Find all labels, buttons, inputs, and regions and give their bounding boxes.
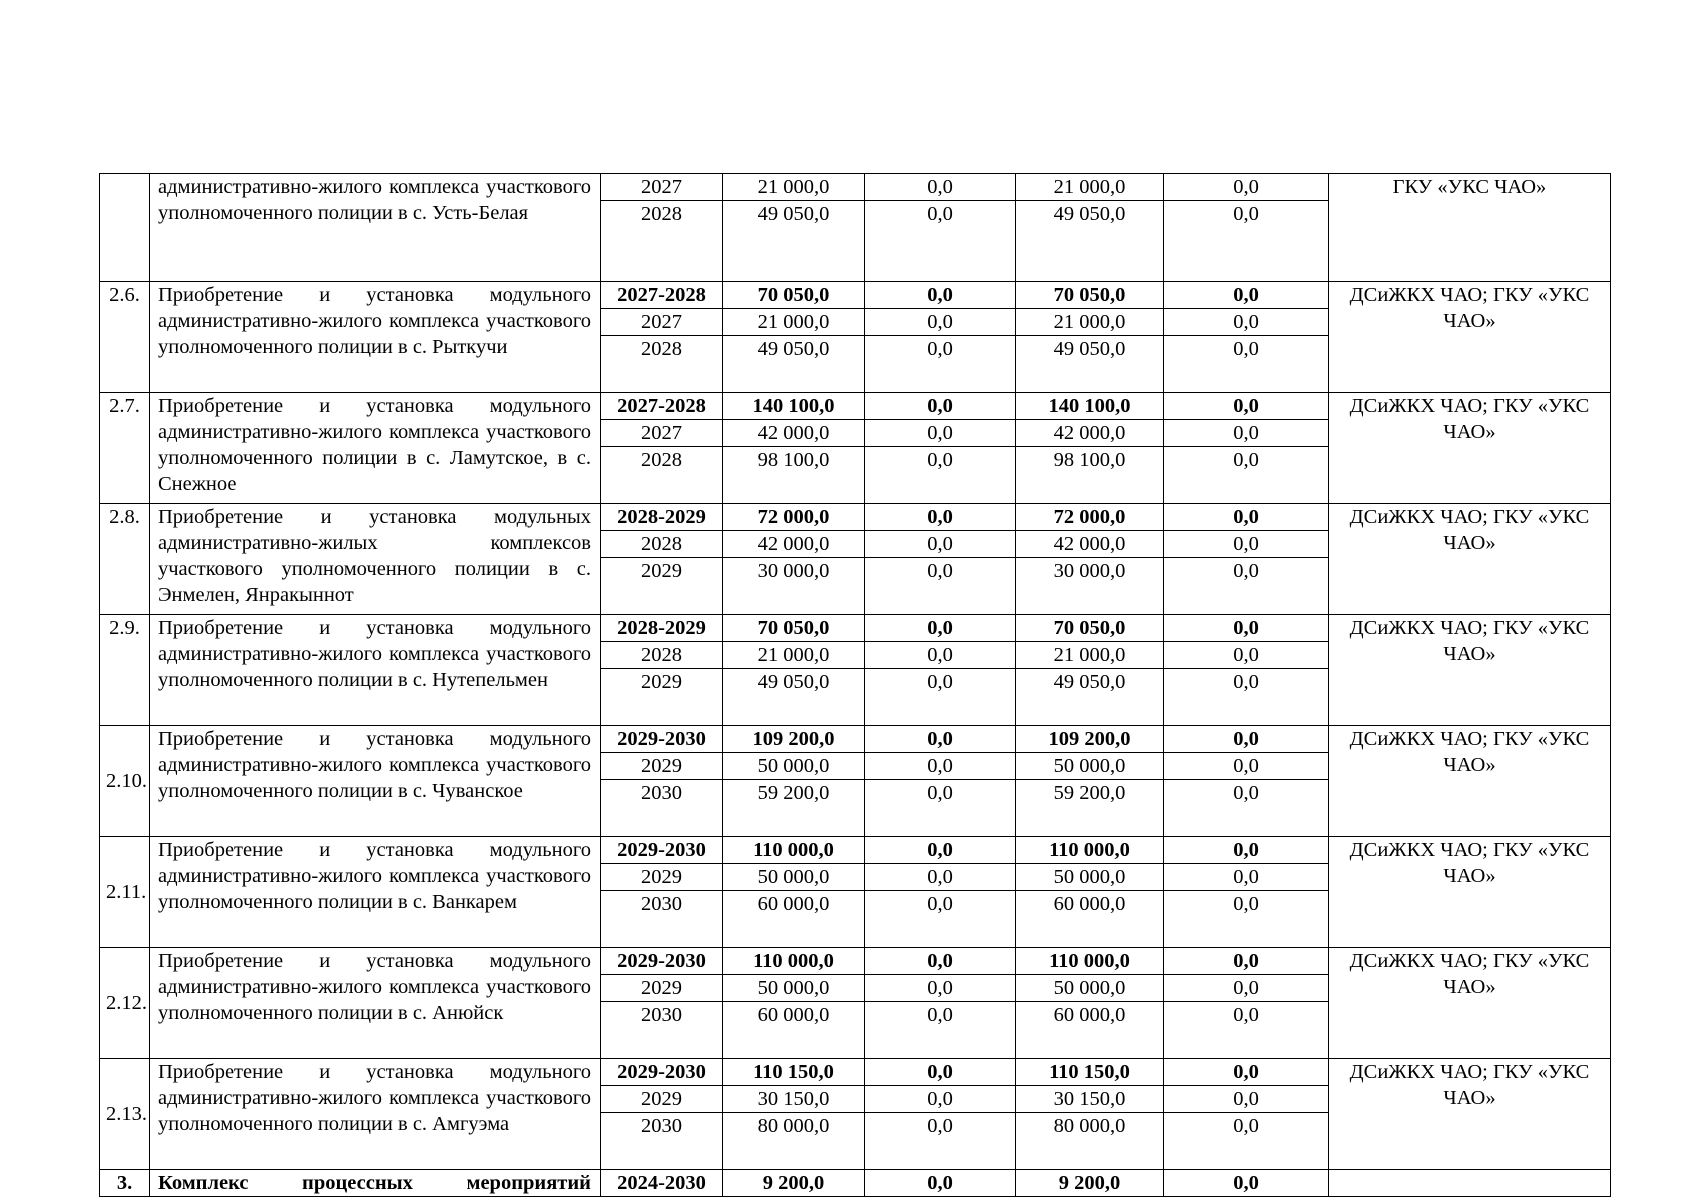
other-sources-cell: 0,0 (1164, 282, 1329, 309)
period-cell: 2028-2029 (601, 615, 723, 642)
regional-budget-cell: 72 000,0 (1016, 504, 1164, 531)
activity-name: Приобретение и установка модульного административно-жилого комплекса участкового уполномоченного полиции в с. Нутепельмен (150, 615, 601, 726)
total-cell: 59 200,0 (723, 780, 865, 837)
table-row (100, 393, 1611, 420)
federal-budget-cell: 0,0 (865, 864, 1016, 891)
regional-budget-cell: 50 000,0 (1016, 864, 1164, 891)
federal-budget-cell: 0,0 (865, 726, 1016, 753)
responsible-executor: ДСиЖКХ ЧАО; ГКУ «УКС ЧАО» (1329, 948, 1611, 1059)
other-sources-cell: 0,0 (1164, 615, 1329, 642)
table-row (100, 726, 1611, 753)
responsible-executor: ГКУ «УКС ЧАО» (1329, 174, 1611, 282)
federal-budget-cell: 0,0 (865, 975, 1016, 1002)
regional-budget-cell: 21 000,0 (1016, 174, 1164, 201)
table-row (100, 1059, 1611, 1086)
federal-budget-cell: 0,0 (865, 393, 1016, 420)
period-cell: 2030 (601, 1002, 723, 1059)
table-body (100, 174, 1611, 1197)
regional-budget-cell: 80 000,0 (1016, 1113, 1164, 1170)
other-sources-cell: 0,0 (1164, 504, 1329, 531)
other-sources-cell: 0,0 (1164, 1113, 1329, 1170)
period-cell: 2028 (601, 336, 723, 393)
table-row (100, 615, 1611, 642)
total-cell: 42 000,0 (723, 531, 865, 558)
other-sources-cell: 0,0 (1164, 531, 1329, 558)
federal-budget-cell: 0,0 (865, 837, 1016, 864)
period-cell: 2029 (601, 864, 723, 891)
total-cell: 110 000,0 (723, 837, 865, 864)
federal-budget-cell: 0,0 (865, 309, 1016, 336)
row-number: 2.11. (100, 837, 150, 948)
federal-budget-cell: 0,0 (865, 558, 1016, 615)
total-cell: 140 100,0 (723, 393, 865, 420)
responsible-executor: ДСиЖКХ ЧАО; ГКУ «УКС ЧАО» (1329, 837, 1611, 948)
federal-budget-cell: 0,0 (865, 504, 1016, 531)
responsible-executor: ДСиЖКХ ЧАО; ГКУ «УКС ЧАО» (1329, 504, 1611, 615)
regional-budget-cell: 60 000,0 (1016, 1002, 1164, 1059)
responsible-executor: ДСиЖКХ ЧАО; ГКУ «УКС ЧАО» (1329, 282, 1611, 393)
table-row (100, 174, 1611, 201)
other-sources-cell: 0,0 (1164, 780, 1329, 837)
regional-budget-cell: 98 100,0 (1016, 447, 1164, 504)
other-sources-cell: 0,0 (1164, 642, 1329, 669)
total-cell: 21 000,0 (723, 174, 865, 201)
total-cell: 49 050,0 (723, 201, 865, 282)
row-number: 3. (100, 1170, 150, 1197)
regional-budget-cell: 49 050,0 (1016, 336, 1164, 393)
total-cell: 109 200,0 (723, 726, 865, 753)
total-cell: 80 000,0 (723, 1113, 865, 1170)
total-cell: 42 000,0 (723, 420, 865, 447)
total-cell: 50 000,0 (723, 864, 865, 891)
period-cell: 2024-2030 (601, 1170, 723, 1197)
total-cell: 70 050,0 (723, 615, 865, 642)
federal-budget-cell: 0,0 (865, 615, 1016, 642)
regional-budget-cell: 42 000,0 (1016, 420, 1164, 447)
federal-budget-cell: 0,0 (865, 531, 1016, 558)
row-number (100, 174, 150, 282)
period-cell: 2029 (601, 753, 723, 780)
total-cell: 60 000,0 (723, 1002, 865, 1059)
other-sources-cell: 0,0 (1164, 1059, 1329, 1086)
responsible-executor (1329, 1170, 1611, 1197)
period-cell: 2027-2028 (601, 282, 723, 309)
table-row (100, 282, 1611, 309)
total-cell: 30 150,0 (723, 1086, 865, 1113)
period-cell: 2029 (601, 558, 723, 615)
regional-budget-cell: 70 050,0 (1016, 282, 1164, 309)
responsible-executor: ДСиЖКХ ЧАО; ГКУ «УКС ЧАО» (1329, 393, 1611, 504)
activity-name: Приобретение и установка модульного административно-жилого комплекса участкового уполномоченного полиции в с. Анюйск (150, 948, 601, 1059)
period-cell: 2029-2030 (601, 1059, 723, 1086)
other-sources-cell: 0,0 (1164, 753, 1329, 780)
table-row (100, 837, 1611, 864)
federal-budget-cell: 0,0 (865, 780, 1016, 837)
period-cell: 2029 (601, 975, 723, 1002)
activity-name: Комплекс процессных мероприятий (150, 1170, 601, 1197)
regional-budget-cell: 70 050,0 (1016, 615, 1164, 642)
activity-name: Приобретение и установка модульного административно-жилого комплекса участкового уполномоченного полиции в с. Ламутское, в с. Снежное (150, 393, 601, 504)
period-cell: 2030 (601, 891, 723, 948)
federal-budget-cell: 0,0 (865, 420, 1016, 447)
period-cell: 2029-2030 (601, 948, 723, 975)
other-sources-cell: 0,0 (1164, 1170, 1329, 1197)
total-cell: 50 000,0 (723, 753, 865, 780)
regional-budget-cell: 60 000,0 (1016, 891, 1164, 948)
table-row (100, 948, 1611, 975)
activity-name: Приобретение и установка модульного административно-жилого комплекса участкового уполномоченного полиции в с. Рыткучи (150, 282, 601, 393)
regional-budget-cell: 59 200,0 (1016, 780, 1164, 837)
regional-budget-cell: 109 200,0 (1016, 726, 1164, 753)
total-cell: 21 000,0 (723, 642, 865, 669)
regional-budget-cell: 110 000,0 (1016, 837, 1164, 864)
period-cell: 2028 (601, 201, 723, 282)
other-sources-cell: 0,0 (1164, 174, 1329, 201)
other-sources-cell: 0,0 (1164, 336, 1329, 393)
federal-budget-cell: 0,0 (865, 891, 1016, 948)
regional-budget-cell: 50 000,0 (1016, 975, 1164, 1002)
responsible-executor: ДСиЖКХ ЧАО; ГКУ «УКС ЧАО» (1329, 615, 1611, 726)
regional-budget-cell: 50 000,0 (1016, 753, 1164, 780)
federal-budget-cell: 0,0 (865, 282, 1016, 309)
other-sources-cell: 0,0 (1164, 201, 1329, 282)
row-number: 2.10. (100, 726, 150, 837)
federal-budget-cell: 0,0 (865, 1086, 1016, 1113)
row-number: 2.9. (100, 615, 150, 726)
row-number: 2.13. (100, 1059, 150, 1170)
total-cell: 60 000,0 (723, 891, 865, 948)
row-number: 2.7. (100, 393, 150, 504)
period-cell: 2027-2028 (601, 393, 723, 420)
federal-budget-cell: 0,0 (865, 753, 1016, 780)
total-cell: 50 000,0 (723, 975, 865, 1002)
federal-budget-cell: 0,0 (865, 1170, 1016, 1197)
period-cell: 2030 (601, 1113, 723, 1170)
regional-budget-cell: 42 000,0 (1016, 531, 1164, 558)
federal-budget-cell: 0,0 (865, 1113, 1016, 1170)
table-row (100, 504, 1611, 531)
other-sources-cell: 0,0 (1164, 948, 1329, 975)
other-sources-cell: 0,0 (1164, 669, 1329, 726)
activity-name: Приобретение и установка модульного административно-жилого комплекса участкового уполномоченного полиции в с. Ванкарем (150, 837, 601, 948)
regional-budget-cell: 30 150,0 (1016, 1086, 1164, 1113)
regional-budget-cell: 49 050,0 (1016, 201, 1164, 282)
regional-budget-cell: 140 100,0 (1016, 393, 1164, 420)
federal-budget-cell: 0,0 (865, 447, 1016, 504)
federal-budget-cell: 0,0 (865, 948, 1016, 975)
period-cell: 2028-2029 (601, 504, 723, 531)
total-cell: 49 050,0 (723, 336, 865, 393)
other-sources-cell: 0,0 (1164, 309, 1329, 336)
responsible-executor: ДСиЖКХ ЧАО; ГКУ «УКС ЧАО» (1329, 726, 1611, 837)
regional-budget-cell: 49 050,0 (1016, 669, 1164, 726)
regional-budget-cell: 21 000,0 (1016, 309, 1164, 336)
period-cell: 2028 (601, 531, 723, 558)
other-sources-cell: 0,0 (1164, 837, 1329, 864)
other-sources-cell: 0,0 (1164, 393, 1329, 420)
regional-budget-cell: 30 000,0 (1016, 558, 1164, 615)
period-cell: 2030 (601, 780, 723, 837)
period-cell: 2027 (601, 309, 723, 336)
total-cell: 110 150,0 (723, 1059, 865, 1086)
other-sources-cell: 0,0 (1164, 1002, 1329, 1059)
federal-budget-cell: 0,0 (865, 642, 1016, 669)
activity-name: Приобретение и установка модульных административно-жилых комплексов участкового уполномоченного полиции в с. Энмелен, Янракыннот (150, 504, 601, 615)
other-sources-cell: 0,0 (1164, 420, 1329, 447)
activity-name: Приобретение и установка модульного административно-жилого комплекса участкового уполномоченного полиции в с. Чуванское (150, 726, 601, 837)
activity-name: Приобретение и установка модульного административно-жилого комплекса участкового уполномоченного полиции в с. Амгуэма (150, 1059, 601, 1170)
federal-budget-cell: 0,0 (865, 201, 1016, 282)
period-cell: 2029-2030 (601, 726, 723, 753)
total-cell: 30 000,0 (723, 558, 865, 615)
activity-name: административно-жилого комплекса участкового уполномоченного полиции в с. Усть-Белая (150, 174, 601, 282)
budget-table (99, 173, 1611, 1197)
federal-budget-cell: 0,0 (865, 336, 1016, 393)
other-sources-cell: 0,0 (1164, 975, 1329, 1002)
period-cell: 2029 (601, 1086, 723, 1113)
federal-budget-cell: 0,0 (865, 669, 1016, 726)
period-cell: 2029-2030 (601, 837, 723, 864)
other-sources-cell: 0,0 (1164, 726, 1329, 753)
federal-budget-cell: 0,0 (865, 1002, 1016, 1059)
other-sources-cell: 0,0 (1164, 558, 1329, 615)
total-cell: 110 000,0 (723, 948, 865, 975)
regional-budget-cell: 21 000,0 (1016, 642, 1164, 669)
row-number: 2.12. (100, 948, 150, 1059)
period-cell: 2028 (601, 447, 723, 504)
other-sources-cell: 0,0 (1164, 447, 1329, 504)
other-sources-cell: 0,0 (1164, 1086, 1329, 1113)
responsible-executor: ДСиЖКХ ЧАО; ГКУ «УКС ЧАО» (1329, 1059, 1611, 1170)
regional-budget-cell: 110 150,0 (1016, 1059, 1164, 1086)
regional-budget-cell: 9 200,0 (1016, 1170, 1164, 1197)
regional-budget-cell: 110 000,0 (1016, 948, 1164, 975)
total-cell: 70 050,0 (723, 282, 865, 309)
row-number: 2.8. (100, 504, 150, 615)
total-cell: 49 050,0 (723, 669, 865, 726)
table-row (100, 1170, 1611, 1197)
federal-budget-cell: 0,0 (865, 174, 1016, 201)
period-cell: 2029 (601, 669, 723, 726)
period-cell: 2028 (601, 642, 723, 669)
other-sources-cell: 0,0 (1164, 891, 1329, 948)
period-cell: 2027 (601, 420, 723, 447)
total-cell: 72 000,0 (723, 504, 865, 531)
federal-budget-cell: 0,0 (865, 1059, 1016, 1086)
other-sources-cell: 0,0 (1164, 864, 1329, 891)
period-cell: 2027 (601, 174, 723, 201)
total-cell: 98 100,0 (723, 447, 865, 504)
row-number: 2.6. (100, 282, 150, 393)
total-cell: 9 200,0 (723, 1170, 865, 1197)
total-cell: 21 000,0 (723, 309, 865, 336)
